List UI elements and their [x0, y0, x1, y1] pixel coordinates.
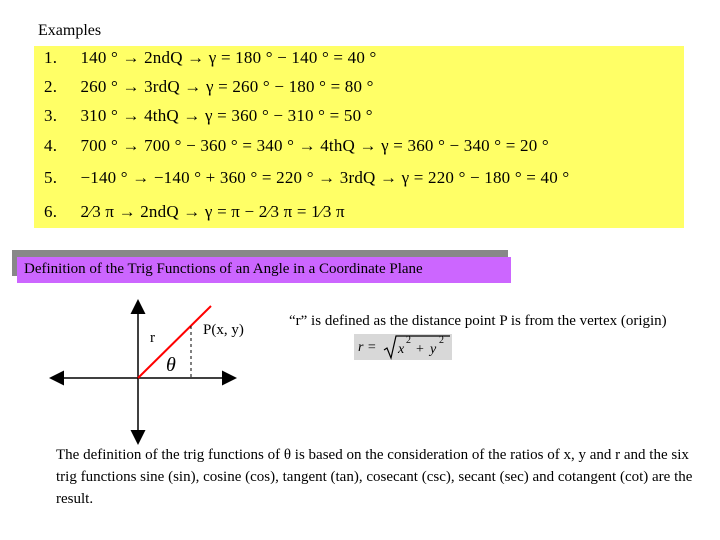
example-row-2 [44, 77, 374, 97]
formula-y: y [430, 342, 437, 357]
section-title: Definition of the Trig Functions of an Angle in a Coordinate Plane [24, 261, 423, 277]
example-text: −140 ° → −140 ° + 360 ° = 220 ° → 3rdQ → γ = 220 ° − 180 ° = 40 ° [80, 168, 570, 187]
example-number: 6. [44, 202, 58, 221]
formula-y-exponent: 2 [439, 335, 444, 346]
example-text: 140 ° → 2ndQ → γ = 180 ° − 140 ° = 40 ° [80, 48, 377, 67]
distance-formula [354, 334, 452, 360]
example-number: 4. [44, 136, 58, 155]
example-row-4 [44, 136, 549, 156]
formula-x-exponent: 2 [406, 335, 411, 346]
example-row-5 [44, 168, 569, 188]
r-label: r [150, 330, 155, 346]
example-number: 5. [44, 168, 58, 187]
example-number: 3. [44, 106, 58, 125]
example-row-6 [44, 202, 345, 222]
r-definition: “r” is defined as the distance point P is from the vertex (origin) [289, 313, 667, 329]
examples-box [34, 46, 684, 228]
example-row-1 [44, 48, 377, 68]
formula-lhs: r = [358, 340, 377, 355]
formula-x: x [398, 342, 405, 357]
formula-plus: + [416, 342, 424, 357]
point-label: P(x, y) [203, 322, 244, 338]
example-text: 2⁄3 π → 2ndQ → γ = π − 2⁄3 π = 1⁄3 π [80, 202, 345, 221]
example-text: 700 ° → 700 ° − 360 ° = 340 ° → 4thQ → γ = 360 ° − 340 ° = 20 ° [80, 136, 549, 155]
section-banner [17, 257, 511, 283]
definition-paragraph: The definition of the trig functions of θ is based on the consideration of the ratios of x, y and r and the six trig functions sine (sin), cosine (cos), tangent (tan), cosecant (csc), secant (sec) and cotangent (cot) are the result. [56, 447, 693, 507]
examples-heading: Examples [38, 22, 102, 39]
example-number: 2. [44, 77, 58, 96]
example-text: 310 ° → 4thQ → γ = 360 ° − 310 ° = 50 ° [80, 106, 373, 125]
example-number: 1. [44, 48, 58, 67]
coordinate-diagram [40, 296, 240, 446]
example-row-3 [44, 106, 373, 126]
example-text: 260 ° → 3rdQ → γ = 260 ° − 180 ° = 80 ° [80, 77, 374, 96]
theta-label: θ [166, 354, 176, 376]
